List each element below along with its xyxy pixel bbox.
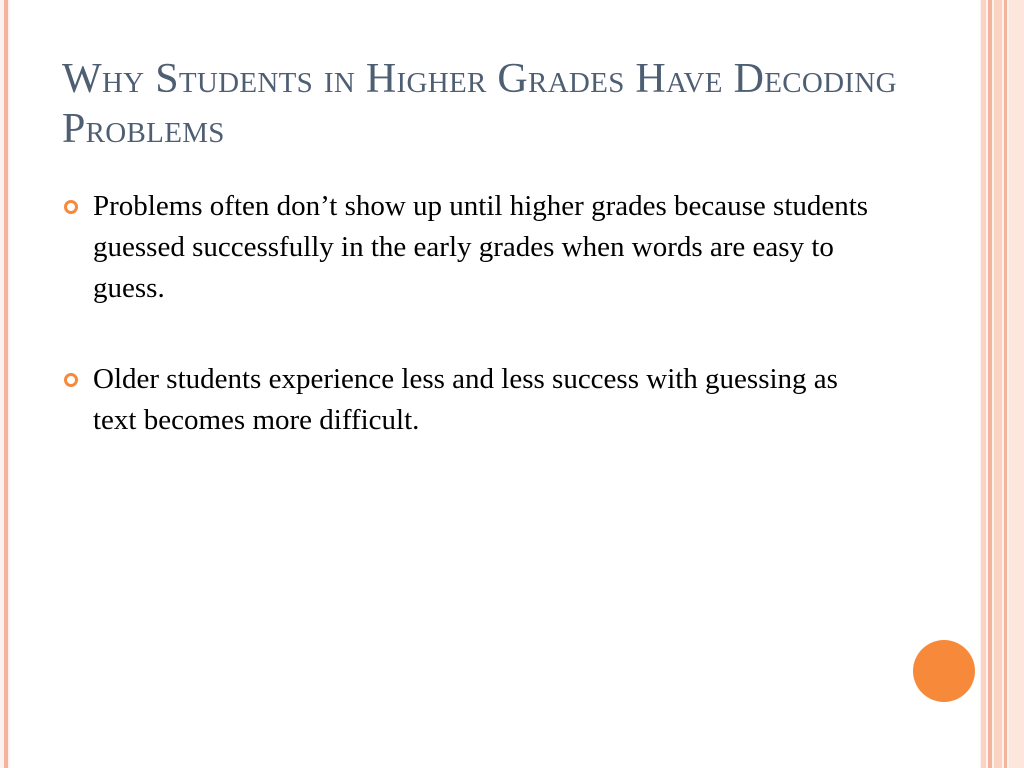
ring-bullet-icon — [64, 200, 78, 214]
right-border-stripe — [994, 0, 1002, 768]
bullet-item — [62, 359, 882, 441]
right-border-stripe — [988, 0, 992, 768]
bullet-list — [62, 186, 882, 491]
right-border-stripe — [981, 0, 986, 768]
right-border-stripe — [1004, 0, 1007, 768]
orange-circle-decoration — [913, 640, 975, 702]
slide-title: Why Students in Higher Grades Have Decoding Problems — [62, 56, 897, 152]
left-border-stripe — [4, 0, 8, 768]
bullet-item — [62, 186, 882, 309]
bullet-text: Problems often don’t show up until higher grades because students guessed successfully in the early grades when words are easy to guess. — [93, 190, 869, 304]
right-border-stripe — [1009, 0, 1024, 768]
ring-bullet-icon — [64, 373, 78, 387]
bullet-text: Older students experience less and less success with guessing as text becomes more difficult. — [93, 363, 838, 436]
